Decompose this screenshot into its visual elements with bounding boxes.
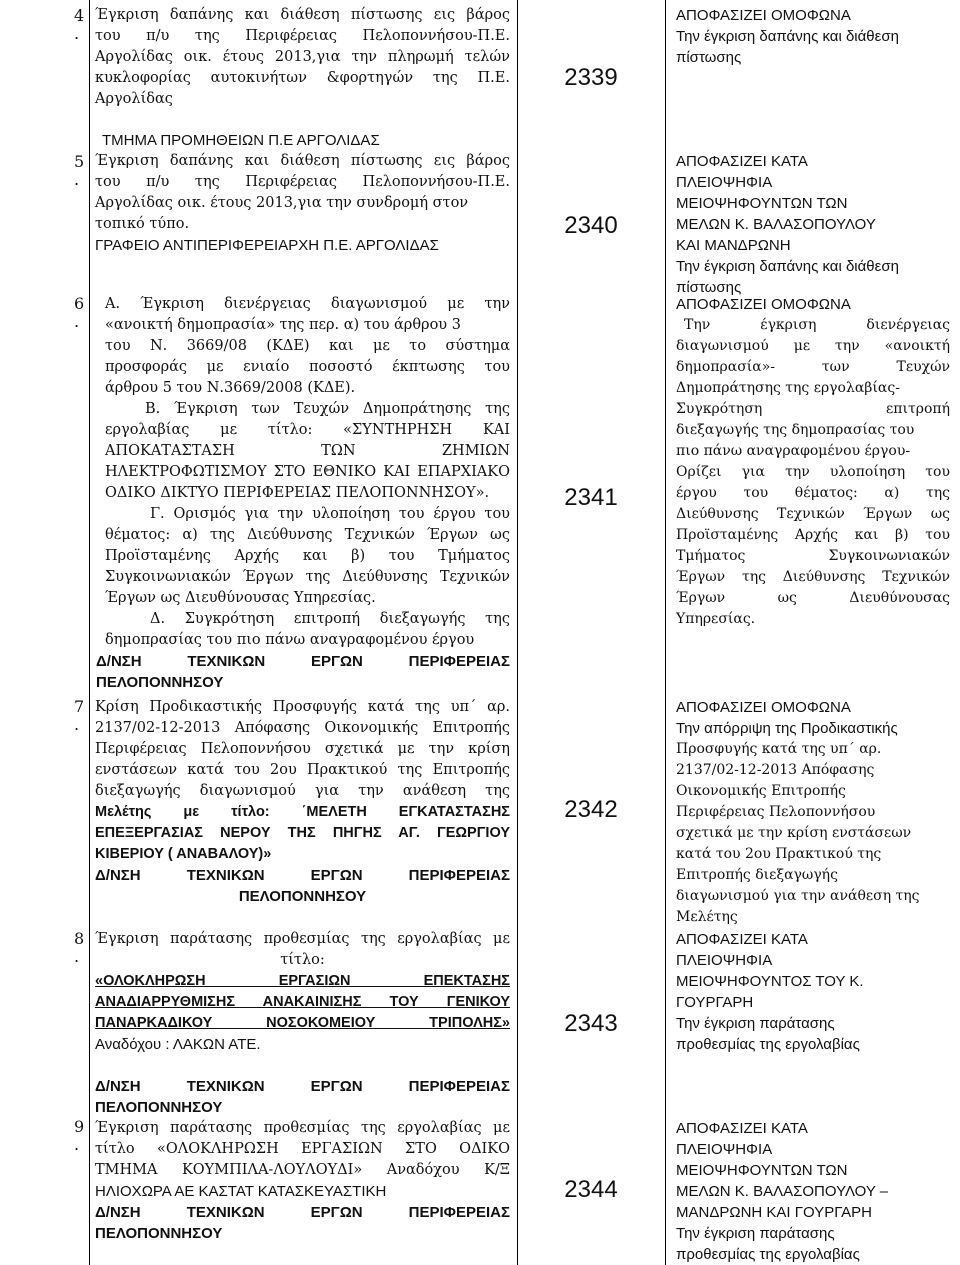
decision-number: 2342 xyxy=(564,796,618,823)
row-description: Α. Έγκριση διενέργειας διαγωνισμού με την «ανοικτή δημοπρασία» της περ. α) του άρθρου 3 του Ν. 3669/08 (ΚΔΕ) και με το σύστημα προσφοράς με ενιαίο ποσοστό έκπτωσης του άρθρου 5 του Ν.3669/2008 (ΚΔΕ). Β. Έγκριση των Τευχών Δημοπράτησης της εργολαβίας με τίτλο: «ΣΥΝΤΗΡΗΣΗ ΚΑΙ ΑΠΟΚΑΤΑΣΤΑΣΗ ΤΩΝ ΖΗΜΙΩΝ ΗΛΕΚΤΡΟΦΩΤΙΣΜΟΥ ΣΤΟ ΕΘΝΙΚΟ ΚΑΙ ΕΠΑΡΧΙΑΚΟ ΟΔΙΚΟ ΔΙΚΤΥΟ ΠΕΡΙΦΕΡΕΙΑΣ ΠΕΛΟΠΟΝΝΗΣΟΥ». Γ. Ορισμός για την υλοποίηση του έργου του θέματος: α) της Διεύθυνσης Τεχνικών Έργων ως Προϊσταμένης Αρχής και β) του Τμήματος Συγκοινωνιακών Έργων της Διεύθυνσης Τεχνικών Έργων ως Διευθύνουσας Υπηρεσίας. Δ. Συγκρότηση επιτροπή διεξαγωγής της δημοπρασίας του πιο πάνω αναγραφομένου έργου xyxy=(105,296,510,648)
resolution: ΑΠΟΦΑΣΙΖΕΙ ΚΑΤΑ ΠΛΕΙΟΨΗΦΙΑ ΜΕΙΟΨΗΦΟΥΝΤΩΝ ΤΩΝ ΜΕΛΩΝ Κ. ΒΑΛΑΣΟΠΟΥΛΟΥ ΚΑΙ ΜΑΝΔΡΩΝΗ Την έγκριση δαπάνης και διάθεση πίστωσης xyxy=(676,153,899,296)
responsible-directorate: Δ/ΝΣΗ ΤΕΧΝΙΚΩΝ ΕΡΓΩΝ ΠΕΡΙΦΕΡΕΙΑΣ ΠΕΛΟΠΟΝΝΗΣΟΥ xyxy=(95,867,510,905)
row-number-part: . xyxy=(74,1135,80,1154)
row-number-part: . xyxy=(74,170,80,189)
decision-number: 2341 xyxy=(564,484,618,511)
row-number-part: . xyxy=(74,947,80,966)
row-number xyxy=(74,1118,88,1154)
office-header: ΓΡΑΦΕΙΟ ΑΝΤΙΠΕΡΙΦΕΡΕΙΑΡΧΗ Π.Ε. ΑΡΓΟΛΙΔΑΣ xyxy=(95,237,439,254)
row-number xyxy=(74,153,88,189)
row-number-part: 4 xyxy=(74,6,85,25)
resolution: ΑΠΟΦΑΣΙΖΕΙ ΚΑΤΑ ΠΛΕΙΟΨΗΦΙΑ ΜΕΙΟΨΗΦΟΥΝΤΟΣ ΤΟΥ Κ. ΓΟΥΡΓΑΡΗ Την έγκριση παράτασης προθεσμίας της εργολαβίας xyxy=(676,931,864,1053)
resolution-heading: ΑΠΟΦΑΣΙΖΕΙ ΟΜΟΦΩΝΑ xyxy=(676,7,851,24)
row-description: Έγκριση παράτασης προθεσμίας της εργολαβίας με τίτλο: «ΟΛΟΚΛΗΡΩΣΗ ΕΡΓΑΣΙΩΝ ΕΠΕΚΤΑΣΗΣ ΑΝΑΔΙΑΡΡΥΘΜΙΣΗΣ ΑΝΑΚΑΙΝΙΣΗΣ ΤΟΥ ΓΕΝΙΚΟΥ ΠΑΝΑΡΚΑΔΙΚΟΥ ΝΟΣΟΚΟΜΕΙΟΥ ΤΡΙΠΟΛΗΣ» Αναδόχου : ΛΑΚΩΝ ΑΤΕ. xyxy=(95,931,510,1053)
resolution-heading: ΑΠΟΦΑΣΙΖΕΙ ΟΜΟΦΩΝΑ xyxy=(676,296,851,313)
row-description: Έγκριση δαπάνης και διάθεση πίστωσης εις βάρος του π/υ της Περιφέρειας Πελοποννήσου-Π.Ε. Αργολίδας οικ. έτους 2013,για την πληρωμή τελών κυκλοφορίας αυτοκινήτων &φορτηγών της Π.Ε. Αργολίδας xyxy=(95,7,510,107)
column-divider xyxy=(517,0,518,1265)
decision-number: 2340 xyxy=(564,212,618,239)
row-number-part: 8 xyxy=(74,929,85,948)
row-number-part: . xyxy=(74,715,80,734)
resolution: ΑΠΟΦΑΣΙΖΕΙ ΟΜΟΦΩΝΑ Την έγκριση διενέργειας διαγωνισμού με την «ανοικτή δημοπρασία»- των Τευχών Δημοπράτησης της εργολαβίας- Συγκρότηση επιτροπή διεξαγωγής της δημοπρασίας του πιο πάνω αναγραφομένου έργου- Ορίζει για την υλοποίηση του έργου του θέματος: α) της Διεύθυνσης Τεχνικών Έργων ως Προϊσταμένης Αρχής και β) του Τμήματος Συγκοινωνιακών Έργων της Διεύθυνσης Τεχνικών Έργων ως Διευθύνουσας Υπηρεσίας. xyxy=(676,296,950,627)
row-number-part: 5 xyxy=(74,152,85,171)
row-description: Έγκριση δαπάνης και διάθεση πίστωσης εις βάρος του π/υ της Περιφέρειας Πελοποννήσου-Π.Ε. Αργολίδας οικ. έτους 2013,για την συνδρομή στον τοπικό τύπο. ΓΡΑΦΕΙΟ ΑΝΤΙΠΕΡΙΦΕΡΕΙΑΡΧΗ Π.Ε. ΑΡΓΟΛΙΔΑΣ xyxy=(95,153,510,254)
resolution-heading: ΑΠΟΦΑΣΙΖΕΙ ΟΜΟΦΩΝΑ xyxy=(676,699,851,716)
responsible-directorate: Δ/ΝΣΗ ΤΕΧΝΙΚΩΝ ΕΡΓΩΝ ΠΕΡΙΦΕΡΕΙΑΣ ΠΕΛΟΠΟΝΝΗΣΟΥ xyxy=(95,1078,510,1116)
row-description: Κρίση Προδικαστικής Προσφυγής κατά της υπ΄ αρ. 2137/02-12-2013 Απόφασης Οικονομικής Επιτροπής Περιφέρειας Πελοποννήσου σχετικά με την κρίση ενστάσεων κατά του 2ου Πρακτικού της Επιτροπής διεξαγωγής διαγωνισμού για την ανάθεση της Μελέτης με τίτλο: ΄ΜΕΛΕΤΗ ΕΓΚΑΤΑΣΤΑΣΗΣ ΕΠΕΞΕΡΓΑΣΙΑΣ ΝΕΡΟΥ ΤΗΣ ΠΗΓΗΣ ΑΓ. ΓΕΩΡΓΙΟΥ ΚΙΒΕΡΙΟΥ ( ΑΝΑΒΑΛΟΥ)» xyxy=(95,699,510,862)
row-description: Έγκριση παράτασης προθεσμίας της εργολαβίας με τίτλο «ΟΛΟΚΛΗΡΩΣΗ ΕΡΓΑΣΙΩΝ ΣΤΟ ΟΔΙΚΟ ΤΜΗΜΑ ΚΟΥΜΠΙΛΑ-ΛΟΥΛΟΥΔΙ» Αναδόχου Κ/Ξ ΗΛΙΟΧΩΡΑ ΑΕ ΚΑΣΤΑΤ ΚΑΤΑΣΚΕΥΑΣΤΙΚΗ xyxy=(95,1120,510,1200)
resolution: ΑΠΟΦΑΣΙΖΕΙ ΟΜΟΦΩΝΑ Την έγκριση δαπάνης και διάθεση πίστωσης xyxy=(676,5,950,68)
decision-number: 2339 xyxy=(564,64,618,91)
row-number xyxy=(74,295,88,331)
row-number-part: 6 xyxy=(74,294,85,313)
column-divider xyxy=(89,0,90,1265)
responsible-directorate: Δ/ΝΣΗ ΤΕΧΝΙΚΩΝ ΕΡΓΩΝ ΠΕΡΙΦΕΡΕΙΑΣ ΠΕΛΟΠΟΝΝΗΣΟΥ xyxy=(95,1204,510,1242)
resolution: ΑΠΟΦΑΣΙΖΕΙ ΟΜΟΦΩΝΑ Την απόρριψη της Προδικαστικής Προσφυγής κατά της υπ΄ αρ. 2137/02-12-2013 Απόφασης Οικονομικής Επιτροπής Περιφέρειας Πελοποννήσου σχετικά με την κρίση ενστάσεων κατά του 2ου Πρακτικού της Επιτροπής διεξαγωγής διαγωνισμού για την ανάθεση της Μελέτης xyxy=(676,697,950,928)
row-number xyxy=(74,698,88,734)
row-number-part: 9 xyxy=(74,1117,85,1136)
responsible-directorate: Δ/ΝΣΗ ΤΕΧΝΙΚΩΝ ΕΡΓΩΝ ΠΕΡΙΦΕΡΕΙΑΣ ΠΕΛΟΠΟΝΝΗΣΟΥ xyxy=(96,653,510,691)
row-number xyxy=(74,930,88,966)
row-number-part: 7 xyxy=(74,697,85,716)
decision-number: 2343 xyxy=(564,1010,618,1037)
column-divider xyxy=(665,0,666,1265)
row-number-part: . xyxy=(74,24,80,43)
resolution: ΑΠΟΦΑΣΙΖΕΙ ΚΑΤΑ ΠΛΕΙΟΨΗΦΙΑ ΜΕΙΟΨΗΦΟΥΝΤΩΝ ΤΩΝ ΜΕΛΩΝ Κ. ΒΑΛΑΣΟΠΟΥΛΟΥ – ΜΑΝΔΡΩΝΗ ΚΑΙ ΓΟΥΡΓΑΡΗ Την έγκριση παράτασης προθεσμίας της εργολαβίας xyxy=(676,1120,889,1263)
decision-number: 2344 xyxy=(564,1176,618,1203)
row-number xyxy=(74,7,88,43)
department-header: ΤΜΗΜΑ ΠΡΟΜΗΘΕΙΩΝ Π.Ε ΑΡΓΟΛΙΔΑΣ xyxy=(102,132,380,149)
row-number-part: . xyxy=(74,312,80,331)
